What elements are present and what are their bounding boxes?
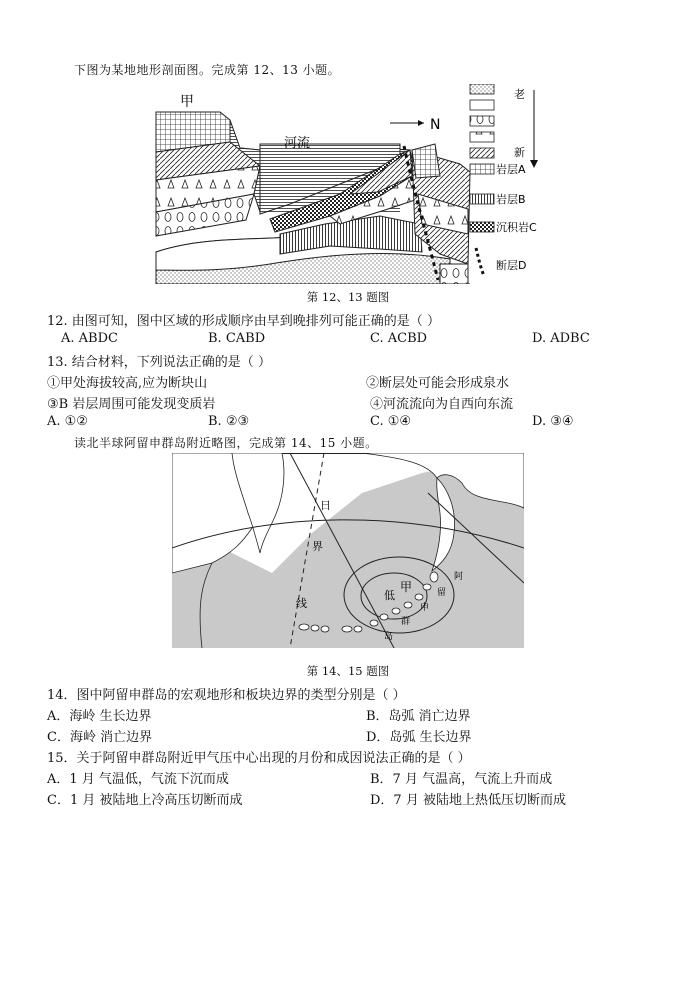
q15-stem: 15．关于阿留申群岛附近甲气压中心出现的月份和成因说法正确的是（ ） (47, 751, 471, 766)
intro-text-1: 下图为某地地形剖面图。完成第 12、13 小题。 (74, 63, 341, 77)
legend-layer-b: 岩层B (496, 193, 526, 206)
intro-text-2: 读北半球阿留申群岛附近略图，完成第 14、15 小题。 (74, 436, 378, 450)
label-north: N (430, 117, 441, 133)
q13-stem: 13. 结合材料，下列说法正确的是（ ） (47, 355, 271, 370)
legend-fault-d: 断层D (496, 259, 527, 272)
q13-statement-2: ②断层处可能会形成泉水 (366, 376, 510, 391)
label-jia: 甲 (180, 94, 194, 110)
label-low: 低 (384, 589, 395, 602)
q13-statement-3: ③B 岩层周围可能发现变质岩 (47, 397, 216, 412)
figure-cross-section (150, 84, 550, 288)
island-char-2: 留 (437, 588, 447, 598)
legend-old: 老 (514, 88, 525, 101)
island-char-3: 申 (420, 603, 430, 613)
label-jia-map: 甲 (400, 580, 413, 594)
label-river: 河流 (284, 136, 311, 151)
legend-new: 新 (514, 146, 525, 159)
q12-option-b: B. CABD (208, 331, 266, 346)
figure-1-caption: 第 12、13 题图 (306, 290, 390, 304)
q13-statement-4: ④河流流向为自西向东流 (370, 397, 514, 412)
q13-option-c: C. ①④ (370, 414, 412, 429)
q14-option-d: D．岛弧 生长边界 (366, 730, 472, 745)
island-char-4: 群 (401, 617, 411, 627)
q15-option-b: B．7 月 气温高，气流上升而成 (370, 772, 553, 787)
legend-sed-c: 沉积岩C (496, 221, 537, 234)
q12-option-d: D. ADBC (532, 331, 590, 346)
q13-option-a: A. ①② (47, 414, 88, 429)
legend-layer-a: 岩层A (496, 163, 526, 176)
q12-option-c: C. ACBD (370, 331, 428, 346)
q13-statement-1: ①甲处海拔较高,应为断块山 (47, 376, 208, 391)
island-char-5: 岛 (384, 632, 394, 642)
q15-option-a: A．1 月 气温低，气流下沉而成 (47, 772, 229, 787)
legend (470, 84, 538, 276)
q14-stem: 14．图中阿留申群岛的宏观地形和板块边界的类型分别是（ ） (47, 688, 406, 703)
dateline-char-3: 线 (296, 597, 307, 610)
dateline-char-1: 日 (320, 499, 331, 512)
q15-option-c: C．1 月 被陆地上冷高压切断而成 (47, 793, 243, 808)
figure-aleutian-map (172, 453, 524, 652)
q13-option-d: D. ③④ (532, 414, 574, 429)
q13-option-b: B. ②③ (208, 414, 250, 429)
q12-option-a: A. ABDC (61, 331, 118, 346)
dateline-char-2: 界 (312, 540, 323, 553)
figure-2-caption: 第 14、15 题图 (306, 664, 390, 678)
q14-option-a: A．海岭 生长边界 (47, 709, 152, 724)
q14-option-c: C．海岭 消亡边界 (47, 730, 153, 745)
q12-stem: 12. 由图可知，图中区域的形成顺序由早到晚排列可能正确的是（ ） (47, 314, 440, 329)
q14-option-b: B．岛弧 消亡边界 (366, 709, 471, 724)
q15-option-d: D．7 月 被陆地上热低压切断而成 (370, 793, 566, 808)
island-char-1: 阿 (454, 572, 464, 582)
